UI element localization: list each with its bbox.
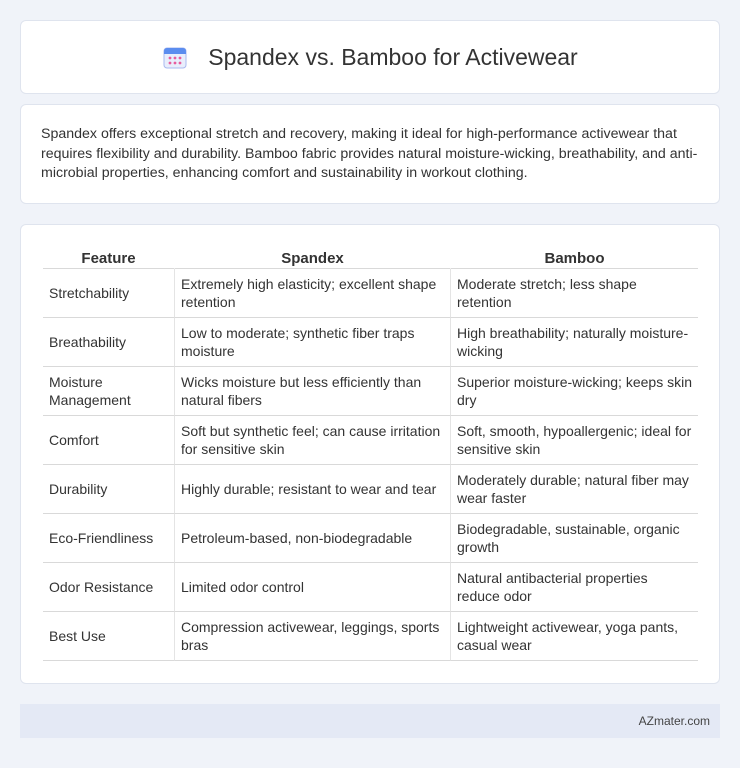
feature-cell: Moisture Management: [43, 367, 175, 416]
feature-cell: Breathability: [43, 318, 175, 367]
bamboo-cell: Natural antibacterial properties reduce odor: [451, 563, 698, 612]
intro-card: [20, 104, 720, 204]
column-header-spandex: Spandex: [175, 245, 451, 269]
bamboo-cell: Moderately durable; natural fiber may wear faster: [451, 465, 698, 514]
table-row: [43, 416, 698, 465]
table-row: [43, 563, 698, 612]
comparison-card: [20, 224, 720, 684]
bamboo-cell: Superior moisture-wicking; keeps skin dry: [451, 367, 698, 416]
spandex-cell: Highly durable; resistant to wear and tear: [175, 465, 451, 514]
spandex-cell: Petroleum-based, non-biodegradable: [175, 514, 451, 563]
title-card: [20, 20, 720, 94]
table-row: [43, 269, 698, 318]
bamboo-cell: Moderate stretch; less shape retention: [451, 269, 698, 318]
table-row: [43, 367, 698, 416]
feature-cell: Durability: [43, 465, 175, 514]
footer-bar: [20, 704, 720, 738]
title-group: [162, 44, 577, 71]
spandex-cell: Extremely high elasticity; excellent shape retention: [175, 269, 451, 318]
spandex-cell: Limited odor control: [175, 563, 451, 612]
table-row: [43, 465, 698, 514]
footer-credit: AZmater.com: [638, 714, 710, 728]
column-header-bamboo: Bamboo: [451, 245, 698, 269]
feature-cell: Eco-Friendliness: [43, 514, 175, 563]
bamboo-cell: Biodegradable, sustainable, organic growth: [451, 514, 698, 563]
feature-cell: Comfort: [43, 416, 175, 465]
table-row: [43, 612, 698, 661]
intro-paragraph: Spandex offers exceptional stretch and recovery, making it ideal for high-performance activewear that requires flexibility and durability. Bamboo fabric provides natural moisture-wicking, breathability, and anti-microbial properties, enhancing comfort and sustainability in workout clothing.: [41, 126, 698, 181]
page-title: Spandex vs. Bamboo for Activewear: [208, 43, 578, 70]
table-row: [43, 514, 698, 563]
table-header-row: [43, 245, 698, 269]
spandex-cell: Wicks moisture but less efficiently than natural fibers: [175, 367, 451, 416]
calendar-icon: [162, 44, 188, 70]
spandex-cell: Compression activewear, leggings, sports bras: [175, 612, 451, 661]
table-row: [43, 318, 698, 367]
bamboo-cell: Soft, smooth, hypoallergenic; ideal for sensitive skin: [451, 416, 698, 465]
bamboo-cell: High breathability; naturally moisture-wicking: [451, 318, 698, 367]
spandex-cell: Low to moderate; synthetic fiber traps moisture: [175, 318, 451, 367]
spandex-cell: Soft but synthetic feel; can cause irritation for sensitive skin: [175, 416, 451, 465]
feature-cell: Stretchability: [43, 269, 175, 318]
column-header-feature: Feature: [43, 245, 175, 269]
bamboo-cell: Lightweight activewear, yoga pants, casual wear: [451, 612, 698, 661]
feature-cell: Odor Resistance: [43, 563, 175, 612]
feature-cell: Best Use: [43, 612, 175, 661]
comparison-table: [43, 245, 698, 661]
